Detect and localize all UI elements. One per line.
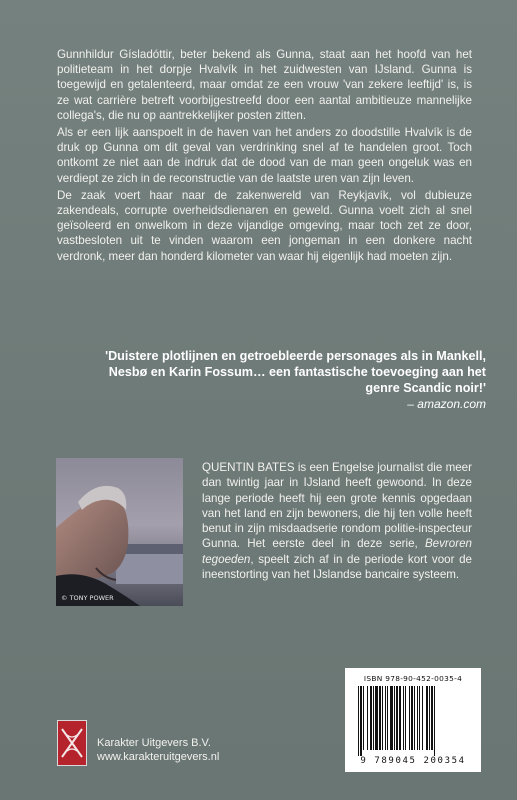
barcode-bar bbox=[426, 686, 428, 750]
barcode-bar bbox=[414, 686, 415, 750]
author-bio bbox=[202, 460, 472, 582]
barcode-bar bbox=[390, 686, 393, 750]
publisher-name: Karakter Uitgevers B.V. bbox=[97, 737, 211, 749]
review-quote bbox=[78, 348, 486, 412]
isbn-label: ISBN 978-90-452-0035-4 bbox=[363, 674, 463, 683]
blurb-text bbox=[57, 47, 472, 266]
barcode-panel bbox=[345, 668, 481, 772]
publisher-logo bbox=[57, 720, 87, 766]
quote-text: 'Duistere plotlijnen en getroebleerde personages als in Mankell, Nesbø en Karin Fossum… een fantastische toevoeging aan het genre Scandic noir!' bbox=[105, 349, 486, 395]
blurb-paragraph: Gunnhildur Gísladóttir, beter bekend als Gunna, staat aan het hoofd van het politieteam in het dorpje Hvalvík in het zuidwesten van IJsland. Gunna is toegewijd en getalenteerd, maar omdat ze een vrouw 'van zekere leeftijd' is, is ze wat carrière betreft voorbijgestreefd door een aantal ambitieuze mannelijke collega's, die nu op aantrekkelijker posten zitten. bbox=[57, 48, 472, 122]
book-title: Bevroren tegoeden bbox=[202, 537, 472, 566]
blurb-paragraph: Als er een lijk aanspoelt in de haven van het anders zo doodstille Hvalvík is de druk op Gunna om dit geval van verdrinking snel af te handelen groot. Toch ontkomt ze niet aan de indruk dat de dood van de man geen ongeluk was en verdiept ze zich in de reconstructie van de laatste uren van zijn leven. bbox=[57, 126, 472, 185]
barcode-bar bbox=[411, 686, 413, 750]
photo-credit: © TONY POWER bbox=[61, 594, 114, 602]
author-portrait-image bbox=[56, 458, 183, 606]
blurb-paragraph: De zaak voert haar naar de zakenwereld van Reykjavík, vol dubieuze zakendeals, corrupte overheidsdienaren en geweld. Gunna voelt zich al snel geïsoleerd en onwelkom in deze vijandige omgeving, maar toch zet ze door, vastbesloten uit te vinden waarom een jongeman in een donkere nacht verdronk, meer dan honderd kilometer van waar hij eigenlijk had moeten zijn. bbox=[57, 188, 472, 263]
quote-source: – amazon.com bbox=[407, 397, 486, 411]
barcode-bar bbox=[387, 686, 388, 750]
barcode-bar bbox=[385, 686, 386, 750]
barcode-bar bbox=[367, 686, 368, 750]
barcode-bar bbox=[358, 686, 359, 756]
publisher-monogram-icon bbox=[58, 721, 86, 765]
barcode-bar bbox=[403, 686, 404, 750]
publisher-info bbox=[97, 736, 219, 764]
barcode-bar bbox=[396, 686, 398, 750]
barcode-bar bbox=[422, 686, 423, 750]
barcode-bar bbox=[363, 686, 364, 750]
barcode-bar bbox=[382, 686, 383, 750]
barcode-bar bbox=[394, 686, 395, 750]
author-photo bbox=[56, 458, 183, 606]
barcode-bar bbox=[434, 686, 435, 756]
author-bio-text: is een Engelse journalist die meer dan twintig jaar in IJsland heeft gewoond. In deze lange periode heeft hij een grote kennis opgedaan van het land en zijn bewoners, die hij ten volle heeft benut in zijn misdaadserie rondom politie-inspecteur Gunna. Het eerste deel in deze serie, bbox=[202, 461, 472, 551]
barcode-bar bbox=[360, 686, 362, 756]
barcode-bar bbox=[431, 686, 433, 750]
barcode-bar bbox=[405, 686, 406, 750]
barcode-bars bbox=[358, 686, 468, 756]
author-name: QUENTIN BATES bbox=[202, 461, 295, 474]
barcode-bar bbox=[409, 686, 410, 750]
barcode-bar bbox=[417, 686, 418, 750]
barcode-bar bbox=[373, 686, 374, 750]
barcode-bar bbox=[379, 686, 381, 750]
barcode-bar bbox=[399, 686, 401, 750]
barcode-bar bbox=[419, 686, 420, 750]
barcode-bar bbox=[375, 686, 378, 750]
author-bio-text-end: , speelt zich af in de periode kort voor de ineenstorting van het IJslandse bancaire systeem. bbox=[202, 552, 472, 582]
barcode-bar bbox=[370, 686, 372, 750]
publisher-url: www.karakteruitgevers.nl bbox=[97, 751, 220, 763]
barcode-number: 9 789045 200354 bbox=[360, 756, 466, 766]
barcode-bar bbox=[429, 686, 430, 750]
